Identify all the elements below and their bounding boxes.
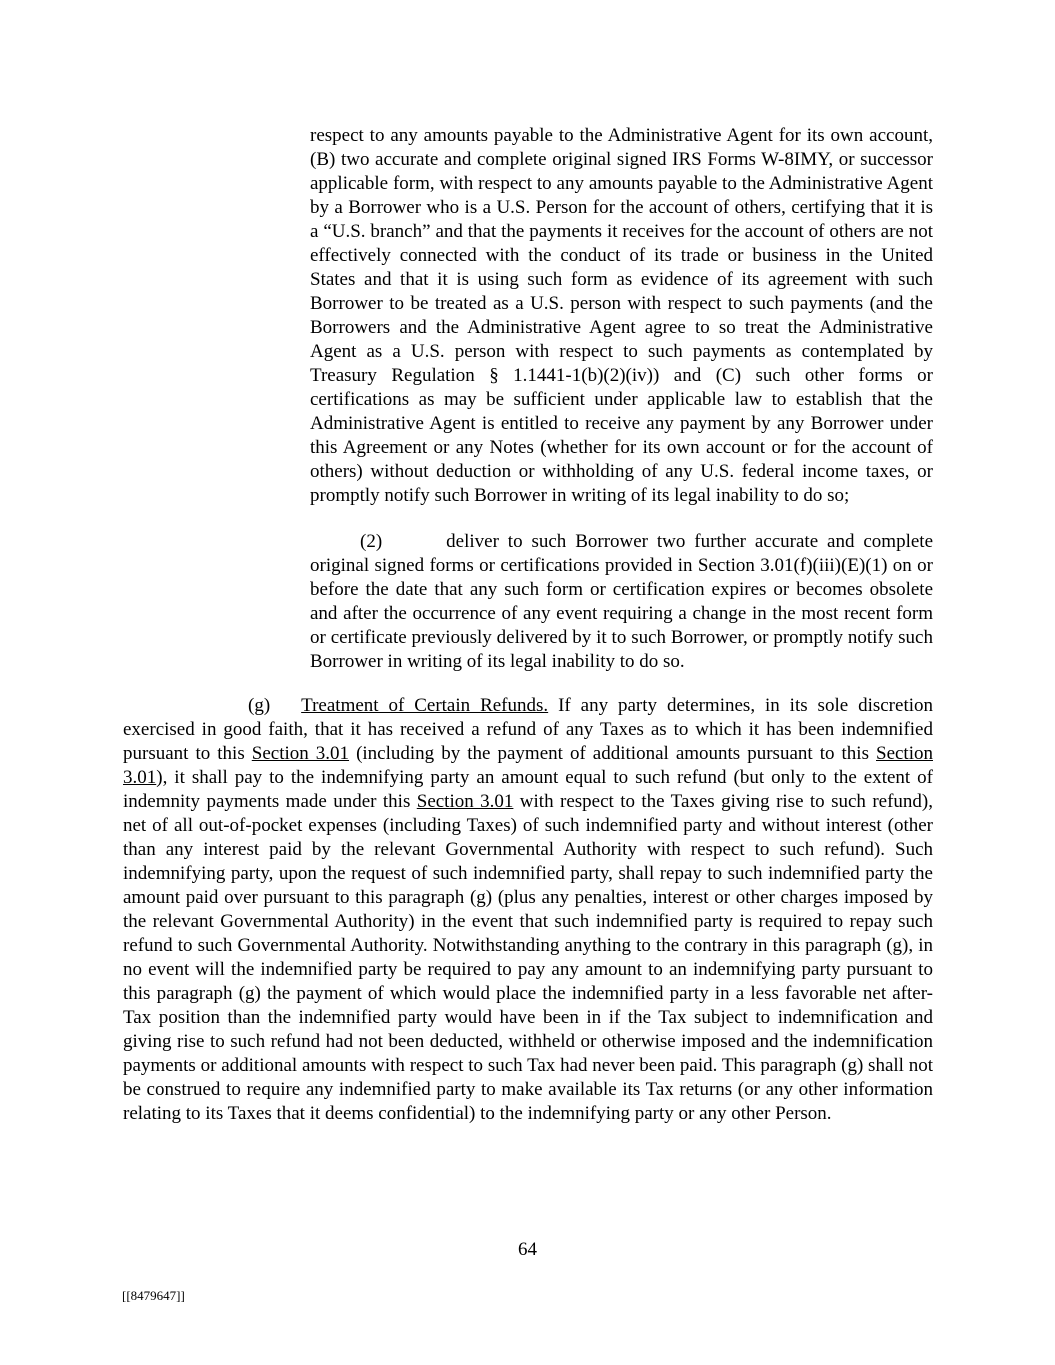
paragraph-g-label: (g) bbox=[248, 695, 271, 716]
paragraph-g-heading: Treatment of Certain Refunds. bbox=[301, 695, 549, 716]
clause-2-text: deliver to such Borrower two further accurate and complete original signed forms or certifications provided in Section 3.01(f)(iii)(E)(1) on or before the date that any such form or certification expires or becomes obsolete and after the occurrence of any event requiring a change in the most recent form or certificate previously delivered by it to such Borrower, or promptly notify such Borrower in writing of its legal inability to do so. bbox=[310, 531, 933, 672]
page-content bbox=[123, 124, 933, 1126]
clause-2-paragraph bbox=[310, 530, 933, 674]
document-id-stamp: [[8479647]] bbox=[122, 1288, 185, 1303]
clause-continuation-text: respect to any amounts payable to the Administrative Agent for its own account, (B) two accurate and complete original signed IRS Forms W-8IMY, or successor applicable form, with respect to any amounts payable to the Administrative Agent by a Borrower who is a U.S. Person for the account of others, certifying that it is a “U.S. branch” and that the payments it receives for the account of others are not effectively connected with the conduct of its trade or business in the United States and that it is using such form as evidence of its agreement with such Borrower to be treated as a U.S. person with respect to such payments (and the Borrowers and the Administrative Agent agree to so treat the Administrative Agent as a U.S. person with respect to such payments as contemplated by Treasury Regulation § 1.1441-1(b)(2)(iv)) and (C) such other forms or certifications as may be sufficient under applicable law to establish that the Administrative Agent is entitled to receive any payment by any Borrower under this Agreement or any Notes (whether for its own account or for the account of others) without deduction or withholding of any U.S. federal income taxes, or promptly notify such Borrower in writing of its legal inability to do so; bbox=[310, 125, 933, 506]
paragraph-text-segment: ), it shall pay to the indemnifying party an amount equal to such refund (but only to the extent of indemnity payments made under this bbox=[123, 767, 933, 812]
section-reference: Section 3.01 bbox=[251, 743, 350, 764]
clause-2-label: (2) bbox=[360, 531, 383, 552]
paragraph-text-segment: with respect to the Taxes giving rise to such refund), net of all out-of-pocket expenses (including Taxes) of such indemnified party and without interest (other than any interest paid by the relevant Governmental Authority with respect to such refund). Such indemnifying party, upon the request of such indemnified party, shall repay to such indemnified party the amount paid over pursuant to this paragraph (g) (plus any penalties, interest or other charges imposed by the relevant Governmental Authority) in the event that such indemnified party is required to repay such refund to such Governmental Authority. Notwithstanding anything to the contrary in this paragraph (g), in no event will the indemnified party be required to pay any amount to an indemnifying party pursuant to this paragraph (g) the payment of which would place the indemnified party in a less favorable net after-Tax position than the indemnified party would have been in if the Tax subject to indemnification and giving rise to such refund had not been deducted, withheld or otherwise imposed and the indemnification payments or additional amounts with respect to such Tax had never been paid. This paragraph (g) shall not be construed to require any indemnified party to make available its Tax returns (or any other information relating to its Taxes that it deems confidential) to the indemnifying party or any other Person. bbox=[123, 791, 933, 1124]
paragraph-text-segment: If any party determines, in its sole discretion exercised in good faith, that it has received a refund of any Taxes as to which it has been indemnified pursuant to this bbox=[123, 695, 934, 764]
paragraph-g-body bbox=[123, 695, 933, 1124]
indented-clause-continuation bbox=[310, 124, 933, 508]
paragraph-g bbox=[123, 694, 933, 1126]
section-reference: Section 3.01 bbox=[123, 743, 933, 788]
page-number: 64 bbox=[518, 1239, 537, 1260]
paragraph-text-segment: (including by the payment of additional amounts pursuant to this bbox=[349, 743, 876, 764]
section-reference: Section 3.01 bbox=[416, 791, 514, 812]
